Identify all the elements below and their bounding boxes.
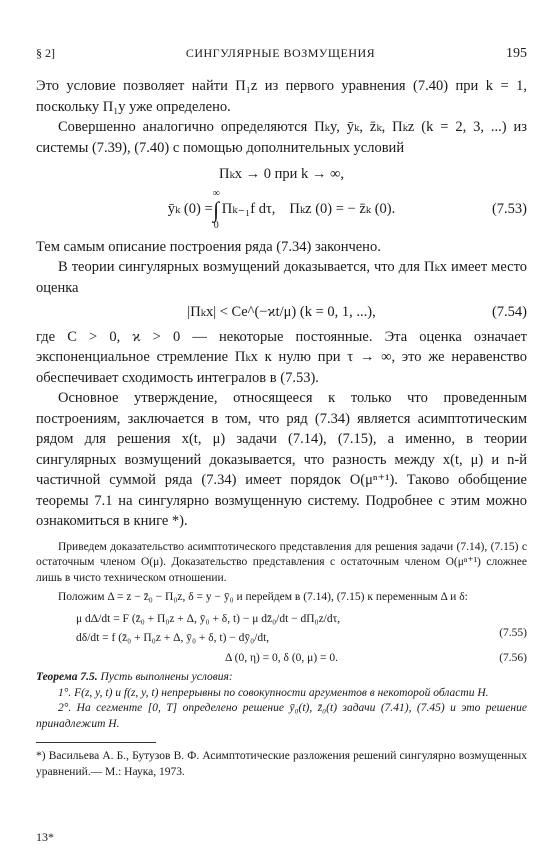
section-marker: § 2]: [36, 46, 55, 60]
equation-number: (7.54): [491, 304, 527, 320]
equation-7-54: |Πₖx| < Ce^(−ϰt/μ) (k = 0, 1, ...), (7.54): [36, 302, 527, 323]
paragraph-2: Совершенно аналогично определяются Πₖy, ȳₖ, z̄ₖ, Πₖz (k = 2, 3, ...) из системы (7.39), (7.40) с помощью дополнительных условий: [36, 119, 527, 156]
running-header: [36, 46, 527, 62]
paragraph-4: В теории сингулярных возмущений доказывается, что для Πₖx имеет место оценка: [36, 259, 527, 296]
paragraph-6: Основное утверждение, относящееся к только что проведенным построениям, заключается в том, что ряд (7.34) является асимптотическим рядом для решения x(t, μ) задачи (7.14), (7.15), а именно, в теории сингулярных возмущений доказывается, что разность между x(t, μ) и n-й частичной суммой ряда (7.34) имеет порядок O(μⁿ⁺¹). Таково обобщение теоремы 7.1 на сингулярно возмущенную систему. Подробнее с этим можно ознакомиться в книге *).: [36, 390, 527, 529]
running-title: СИНГУЛЯРНЫЕ ВОЗМУЩЕНИЯ: [185, 46, 376, 60]
integrand: Πₖ₋₁f dτ,: [221, 201, 276, 218]
paragraph-5: где C > 0, ϰ > 0 — некоторые постоянные. Эта оценка означает экспоненциальное стремление Πₖx к нулю при τ → ∞, это же неравенство обеспечивает сходимость интегралов в (7.53).: [36, 328, 527, 386]
equation-7-55-a: μ dΔ/dt = F (z̄₀ + Π₀z + Δ, ȳ₀ + δ, t) − μ dz̄₀/dt − dΠ₀z/dτ,: [76, 612, 341, 625]
theorem-intro: Пусть выполнены условия:: [100, 671, 233, 683]
paragraph-1: Это условие позволяет найти Π₁z из первого уравнения (7.40) при k = 1, поскольку Π₁y уже определено.: [36, 78, 527, 115]
integral-sign: ∞ ∫ 0: [212, 187, 220, 231]
footnote: *) Васильева А. Б., Бутузов В. Ф. Асимптотические разложения решений сингулярно возмущенных уравнений.— М.: Наука, 1973.: [36, 750, 527, 778]
paragraph-8: Положим Δ = z − z̄₀ − Π₀z, δ = y − ȳ₀ и перейдем в (7.14), (7.15) к переменным Δ и δ:: [58, 591, 468, 603]
equation-number: (7.56): [499, 651, 527, 664]
page-body: [36, 76, 527, 780]
equation-7-55-b: dδ/dt = f (z̄₀ + Π₀z + Δ, ȳ₀ + δ, t) − dȳ₀/dt,: [76, 632, 270, 644]
page-number: 195: [506, 46, 527, 61]
equation-7-53-right: Πₖz (0) = − z̄ₖ (0).: [289, 201, 396, 218]
equation-7-55: [36, 612, 527, 647]
footnote-divider: [36, 742, 156, 743]
equation-7-53-left: ȳₖ (0) =: [167, 201, 213, 218]
equation-limit: Πₖx → 0 при k → ∞,: [219, 166, 344, 182]
theorem-condition-2: 2°. На сегменте [0, T] определено решение ȳ₀(t), z̄₀(t) задачи (7.41), (7.45) и это решение принадлежит H.: [36, 702, 527, 730]
theorem-block: [36, 670, 527, 732]
equation-number: (7.53): [491, 201, 527, 218]
paragraph-7: Приведем доказательство асимптотического представления для решения задачи (7.14), (7.15) с остаточным членом O(μ). Доказательство представления с остаточным членом O(μⁿ⁺¹) сложнее лишь в чисто техническом отношении.: [36, 540, 527, 584]
equation-number: (7.55): [499, 626, 527, 639]
signature-mark: 13*: [36, 830, 54, 844]
paragraph-3: Тем самым описание построения ряда (7.34) закончено.: [36, 238, 381, 255]
theorem-title: Теорема 7.5.: [36, 671, 98, 683]
equation-7-53: [36, 189, 527, 231]
equation-7-56: Δ (0, η) = 0, δ (0, μ) = 0. (7.56): [36, 651, 527, 667]
theorem-condition-1: 1°. F(z, y, t) и f(z, y, t) непрерывны по совокупности аргументов в некоторой области H.: [58, 686, 489, 699]
